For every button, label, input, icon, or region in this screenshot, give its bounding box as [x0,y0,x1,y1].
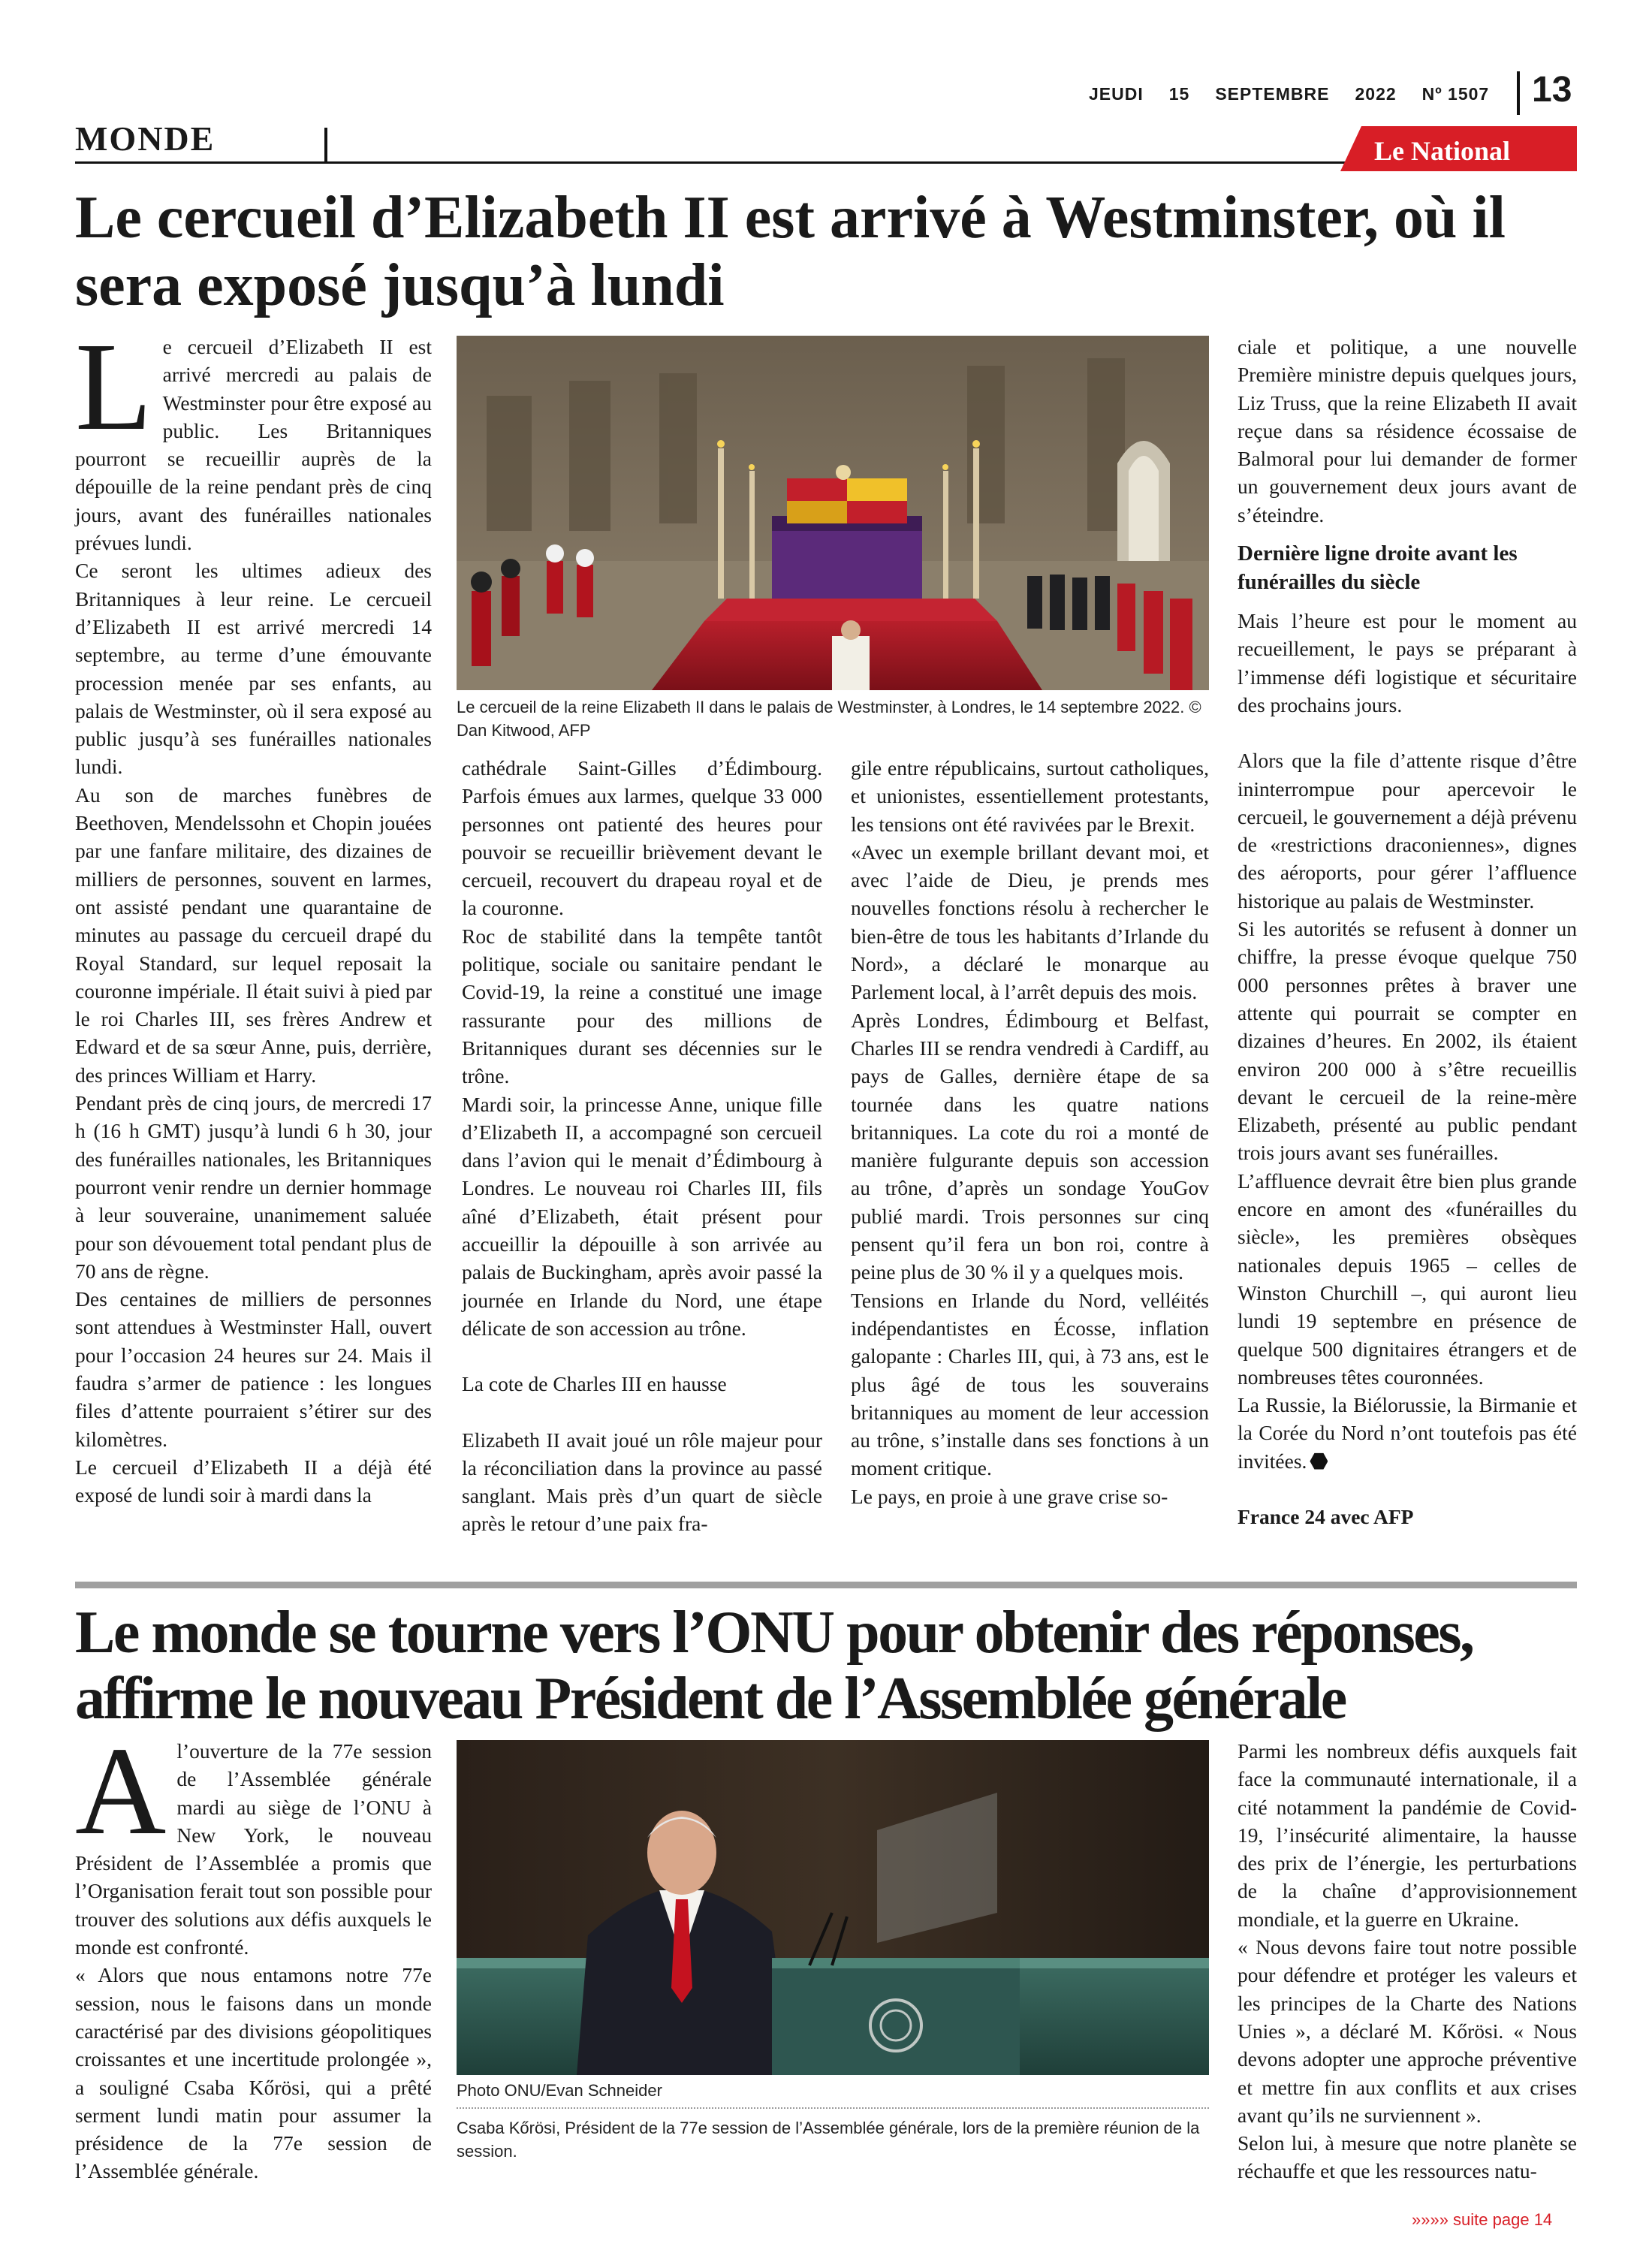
article2-photo-caption: Csaba Kőrösi, Président de la 77e session de l’Assemblée générale, lors de la première réunion de la session. [457,2119,1200,2161]
article2-headline: Le monde se tourne vers l’ONU pour obtenir des réponses, affirme le nouveau Président de l’Assemblée générale [75,1600,1473,1732]
article1-paragraph: Tensions en Irlande du Nord, velléités indépendantistes en Écosse, inflation galopante : Charles III, qui, à 73 ans, est le plus âgé de tous les souverains britanniques au moment de leur accession au trône, s’installe dans ses fonctions à un moment critique. [851,1288,1209,1480]
article1-paragraph: ciale et politique, a une nouvelle Première ministre depuis quelques jours, Liz Truss, que la reine Elizabeth II avait reçue dans sa résidence écossaise de Balmoral pour lui demander de former un gouvernement deux jours avant de s’éteindre. [1237,335,1577,526]
article1-paragraph: Roc de stabilité dans la tempête tantôt politique, sociale ou sanitaire pendant le Covid-19, la reine a constitué une image rassurante pour des millions de Britanniques durant ses décennies sur le trône. [462,924,822,1088]
article1-paragraph-last [1237,1391,1577,1475]
article2-paragraph: Selon lui, à mesure que notre planète se réchauffe et que les ressources natu- [1237,2131,1577,2183]
article1-paragraph: Après Londres, Édimbourg et Belfast, Charles III se rendra vendredi à Cardiff, au pays de Galles, dernière étape de sa tournée dans les quatre nations britanniques. La cote du roi a monté de manière fulgurante depuis son accession au trône, d’après un sondage YouGov publié mardi. Trois personnes sur cinq pensent qu’il fera un bon roi, contre à peine plus de 30 % il y a quelques mois. [851,1008,1209,1284]
date-number: 15 [1168,84,1190,104]
article1-paragraph: Si les autorités se refusent à donner un chiffre, la presse évoque quelque 750 000 personnes prêtes à braver une attente qui pourrait se compter en dizaines d’heures. En 2002, ils étaient environ 200 000 à s’être recueillis devant le cercueil de la reine-mère Elizabeth, présenté au public pendant trois jours avant ses funérailles. [1237,917,1577,1165]
article2-photo-credit: Photo ONU/Evan Schneider [457,2081,662,2100]
page-number-divider [1517,71,1520,115]
article1-paragraph: Elizabeth II avait joué un rôle majeur pour la réconciliation dans la province au passé sanglant. Mais près d’un quart de siècle après le retour d’une paix fra- [462,1428,822,1536]
caption-rule [457,2107,1209,2109]
article1-paragraph: Mardi soir, la princesse Anne, unique fille d’Elizabeth II, a accompagné son cercueil dans l’avion qui le menait d’Édimbourg à Londres. Le nouveau roi Charles III, fils aîné d’Elizabeth, était présent pour accueillir la dépouille à son arrivée au palais de Buckingham, après avoir passé la journée en Irlande du Nord, une étape délicate de son accession au trône. [462,1092,822,1340]
article2-paragraph: Parmi les nombreux défis auxquels fait face la communauté internationale, il a cité notamment la pandémie de Covid-19, l’insécurité alimentaire, la hausse des prix de l’énergie, les perturbations de la chaîne d’approvisionnement mondiale, et la guerre en Ukraine. [1237,1739,1577,1931]
article1-source: France 24 avec AFP [1237,1504,1414,1528]
article1-paragraph: Le pays, en proie à une grave crise so- [851,1484,1168,1508]
article1-column-3 [851,754,1209,1510]
article1-photo [457,336,1209,690]
article-divider [75,1582,1577,1588]
date-year: 2022 [1355,84,1397,104]
date-day: JEUDI [1089,84,1144,104]
article2-paragraph: l’ouverture de la 77e session de l’Assemblée générale mardi au siège de l’ONU à New York, le nouveau Président de l’Assemblée a promis que l’Organisation ferait tout son possible pour trouver des solutions aux défis auxquels le monde est confronté. [75,1739,432,1959]
article2-photo [457,1740,1209,2075]
article1-paragraph: Alors que la file d’attente risque d’être ininterrompue pour apercevoir le cercueil, le gouvernement a déjà prévenu de «restrictions draconiennes», dignes des aéroports, pour gérer l’affluence historique au palais de Westminster. [1237,749,1577,912]
continued-link[interactable]: »»»» suite page 14 [1412,2210,1553,2229]
article1-last-text: La Russie, la Biélorussie, la Birmanie et la Corée du Nord n’ont toutefois pas été invitées. [1237,1393,1577,1473]
article2-column-4 [1237,1737,1577,2185]
date-line [1089,84,1494,104]
article1-paragraph: Le cercueil d’Elizabeth II a déjà été exposé de lundi soir à mardi dans la [75,1455,432,1507]
article1-column-2 [462,754,822,1538]
article1-paragraph: Ce seront les ultimes adieux des Britanniques à leur reine. Le cercueil d’Elizabeth II est arrivé mercredi 14 septembre, au terme d’une émouvante procession menée par ses enfants, au palais de Westminster, où il sera exposé au public jusqu’à ses funérailles nationales lundi. [75,559,432,779]
article1-paragraph: Pendant près de cinq jours, de mercredi 17 h (16 h GMT) jusqu’à lundi 6 h 30, jour des funérailles nationales, les Britanniques pourront venir rendre un dernier hommage à leur souveraine, unanimement saluée pour son dévouement total pendant plus de 70 ans de règne. [75,1091,432,1283]
article1-photo-caption: Le cercueil de la reine Elizabeth II dans le palais de Westminster, à Londres, le 14 septembre 2022. © Dan Kitwood, AFP [457,698,1201,740]
un-assembly-image [457,1740,1209,2075]
article1-column-4 [1237,333,1577,1531]
issue-number: Nº 1507 [1421,84,1490,104]
westminster-hall-image [457,336,1209,690]
article1-paragraph: Mais l’heure est pour le moment au recueillement, le pays se préparant à l’immense défi logistique et sécuritaire des prochains jours. [1237,609,1577,716]
brand-name: Le National [1374,136,1511,166]
article1-paragraph: Au son de marches funèbres de Beethoven, Mendelssohn et Chopin jouées par une fanfare militaire, des dizaines de milliers de personnes, souvent en larmes, ont assisté pendant une quarantaine de minutes au passage du cercueil drapé du Royal Standard, sur lequel reposait la couronne impériale. Il était suivi à pied par le roi Charles III, ses frères Andrew et Edward et de sa sœur Anne, puis, derrière, des princes William et Harry. [75,783,432,1087]
article1-paragraph: e cercueil d’Elizabeth II est arrivé mercredi au palais de Westminster pour être exposé au public. Les Britanniques pourront se recueillir auprès de la dépouille de la reine pendant près de cinq jours, avant des funérailles nationales prévues lundi. [75,335,432,555]
section-title: MONDE [75,119,216,158]
article2-paragraph: « Nous devons faire tout notre possible pour défendre et protéger les valeurs et les principes de la Charte des Nations Unies », a déclaré M. Kőrösi. « Nous devons adopter une approche préventive et mettre fin aux conflits et aux crises avant qu’ils ne surviennent ». [1237,1935,1577,2127]
article1-column-1 [75,317,432,1509]
article2-dropcap: A [75,1721,167,1861]
article1-subhead-cote: La cote de Charles III en hausse [462,1372,727,1396]
article1-paragraph: gile entre républicains, surtout catholiques, et unionistes, essentiellement protestants, les tensions ont été ravivées par le Brexit. [851,756,1209,836]
article1-paragraph: «Avec un exemple brillant devant moi, et avec l’aide de Dieu, je prends mes nouvelles fonctions résolu à rechercher le bien-être de tous les habitants d’Irlande du Nord», a déclaré le monarque au Parlement local, à l’arrêt depuis des mois. [851,840,1209,1004]
article1-paragraph: cathédrale Saint-Gilles d’Édimbourg. Parfois émues aux larmes, quelque 33 000 personnes ont patienté des heures pour pouvoir se recueillir brièvement devant le cercueil, recouvert du drapeau royal et de la couronne. [462,756,822,920]
article1-paragraph: L’affluence devrait être bien plus grande encore en amont des «funérailles du siècle», les premières obsèques nationales depuis 1965 – celles de Winston Churchill –, qui auront lieu lundi 19 septembre en présence de quelque 500 dignitaires étrangers et de nombreuses têtes couronnées. [1237,1169,1577,1389]
header-rule [75,161,1352,164]
article1-subhead-funerailles: Dernière ligne droite avant les funérailles du siècle [1237,541,1518,595]
article1-paragraph: Des centaines de milliers de personnes sont attendues à Westminster Hall, ouvert pour l’occasion 24 heures sur 24. Mais il faudra s’armer de patience : les longues files d’attente pourraient s’étirer sur des kilomètres. [75,1287,432,1451]
page-number: 13 [1532,70,1572,110]
article1-headline: Le cercueil d’Elizabeth II est arrivé à Westminster, où il sera exposé jusqu’à lundi [75,185,1506,318]
article2-column-1 [75,1721,432,2185]
article2-paragraph: « Alors que nous entamons notre 77e session, nous le faisons dans un monde caractérisé par des divisions géopolitiques croissantes et une incertitude prolongée », a souligné Csaba Kőrösi, qui a prêté serment lundi matin pour assumer la présidence de la 77e session de l’Assemblée générale. [75,1963,432,2183]
article1-dropcap: L [75,317,152,457]
section-divider [324,128,327,162]
date-month: SEPTEMBRE [1215,84,1330,104]
end-mark-icon [1310,1452,1328,1470]
